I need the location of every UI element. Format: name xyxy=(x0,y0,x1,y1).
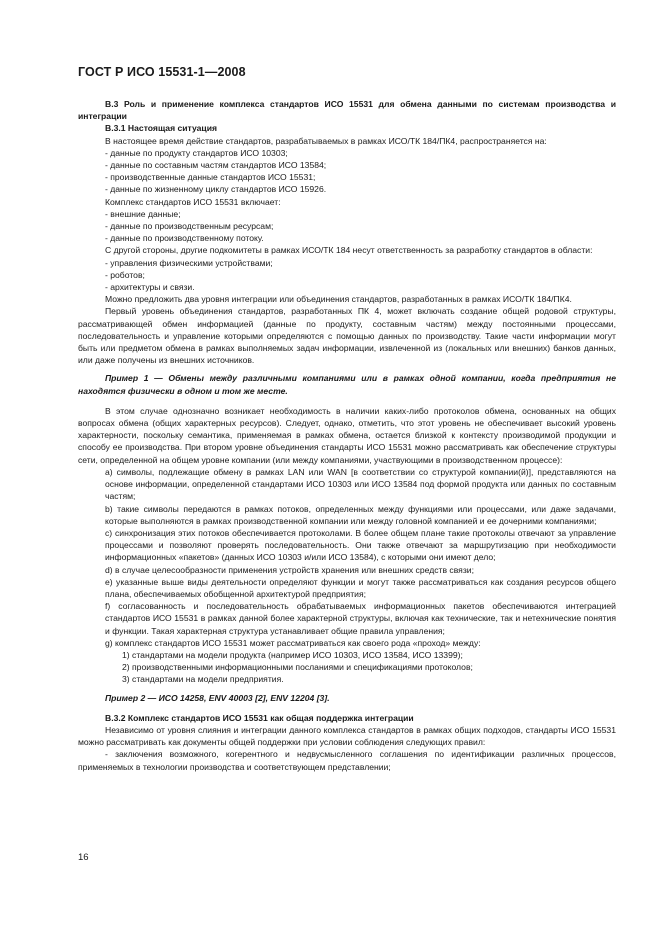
paragraph: С другой стороны, другие подкомитеты в рамках ИСО/ТК 184 несут ответственность за разработку стандартов в области: xyxy=(105,245,593,256)
list-item: g) комплекс стандартов ИСО 15531 может рассматриваться как своего рода «проход» между: xyxy=(105,637,481,648)
paragraph: Первый уровень объединения стандартов, разработанных ПК 4, может включать создание общей родовой структуры, рассматривающей обмен информацией (данные по продукту, составным частям) между постоянными процессами, последовательность и управление которыми определяются с помощью данных по производству. Такие части информации могут быть или предметом обмена в рамках выполняемых задач информации, извлеченной из (локальных или внешних) банков данных, или даже получены из внешних источников. xyxy=(78,306,616,366)
list-item: - архитектуры и связи. xyxy=(105,282,195,293)
list-item: - управления физическими устройствами; xyxy=(105,257,273,268)
list-item: - данные по производственному потоку. xyxy=(105,233,264,244)
page-body xyxy=(78,98,616,773)
page-number: 16 xyxy=(78,852,89,863)
list-item: - производственные данные стандартов ИСО 15531; xyxy=(105,172,316,183)
list-item: c) синхронизация этих потоков обеспечивается протоколами. В более общем плане такие протоколы отвечают за управление процессами и позволяют проверять последовательность. Они также отвечают за маршрутизацию при необходимости информационных «пакетов» (данных ИСО 10303 и/или ИСО 13584), с которыми они имеют дело; xyxy=(105,527,616,563)
list-item: - заключения возможного, когерентного и недвусмысленного соглашения по идентификации различных процессов, применяемых в технологии производства и соответствующем представлении; xyxy=(78,749,616,772)
paragraph: Независимо от уровня слияния и интеграции данного комплекса стандартов в рамках общих подходов, стандарты ИСО 15531 можно рассматривать как документы общей поддержки при условии соблюдения следующих правил: xyxy=(78,724,616,748)
list-item: - данные по продукту стандартов ИСО 10303; xyxy=(105,147,288,158)
list-item: - данные по жизненному циклу стандартов ИСО 15926. xyxy=(105,184,327,195)
paragraph: В настоящее время действие стандартов, разрабатываемых в рамках ИСО/ТК 184/ПК4, распространяется на: xyxy=(105,135,547,146)
section-heading: В.3 Роль и применение комплекса стандартов ИСО 15531 для обмена данными по системам производства и интеграции xyxy=(78,99,616,122)
list-item: e) указанные выше виды деятельности определяют функции и могут также рассматриваться как создания ресурсов общего плана, обеспечиваемых обобщенной архитектурой предприятия; xyxy=(105,576,616,599)
example-2: Пример 2 — ИСО 14258, ENV 40003 [2], ENV 12204 [3]. xyxy=(105,692,330,703)
subsection-heading: В.3.2 Комплекс стандартов ИСО 15531 как общая поддержка интеграции xyxy=(105,712,414,723)
example-1: Пример 1 — Обмены между различными компаниями или в рамках одной компании, когда предприятия не находятся физически в одном и том же месте. xyxy=(78,373,616,396)
paragraph: Комплекс стандартов ИСО 15531 включает: xyxy=(105,196,281,207)
list-item: a) символы, подлежащие обмену в рамках LAN или WAN [в соответствии со структурой компании(й)], представляются на основе информации, определенной стандартами ИСО 10303 или ИСО 13584 под формой продукта или данных по составным частям; xyxy=(105,466,616,502)
list-item: - роботов; xyxy=(105,269,145,280)
sub-list-item: 3) стандартами на модели предприятия. xyxy=(122,674,284,685)
list-item: d) в случае целесообразности применения устройств хранения или внешних средств связи; xyxy=(105,564,474,575)
list-item: f) согласованность и последовательность обрабатываемых информационных пакетов обеспечиваются интеграцией стандартов ИСО 15531 в рамках данной более характерной структуры, включая как технические, так и нетехнические понятия и функции. Такая характерная структура устанавливает общие правила управления; xyxy=(105,601,616,636)
list-item: - данные по составным частям стандартов ИСО 13584; xyxy=(105,160,327,171)
paragraph: В этом случае однозначно возникает необходимость в наличии каких-либо протоколов обмена, основанных на общих вопросах обмена (общих характерных ресурсов). Следует, однако, отметить, что этот уровень не обеспечивает высокий уровень характерности, поскольку семантика, применяемая в рамках обмена, остается близкой к контексту производимой продукции и способу ее производства. При втором уровне объединения стандарты ИСО 15531 можно рассматривать как обеспечение структуры сети, определенной на общем уровне компании (или между компаниями, участвующими в производственном процессе): xyxy=(78,405,616,465)
list-item: - внешние данные; xyxy=(105,208,181,219)
sub-list-item: 2) производственными информационными посланиями и спецификациями протоколов; xyxy=(122,662,473,673)
list-item: b) такие символы передаются в рамках потоков, определенных между функциями или процессами, или даже задачами, которые выполняются в рамках производственной компании или между головной компанией и ее дочерними компаниями; xyxy=(105,503,616,526)
sub-list-item: 1) стандартами на модели продукта (например ИСО 10303, ИСО 13584, ИСО 13399); xyxy=(122,649,463,660)
list-item: - данные по производственным ресурсам; xyxy=(105,221,274,232)
paragraph: Можно предложить два уровня интеграции или объединения стандартов, разработанных в рамках ИСО/ТК 184/ПК4. xyxy=(105,294,572,305)
subsection-heading: В.3.1 Настоящая ситуация xyxy=(105,123,217,134)
document-header: ГОСТ Р ИСО 15531-1—2008 xyxy=(78,65,246,79)
